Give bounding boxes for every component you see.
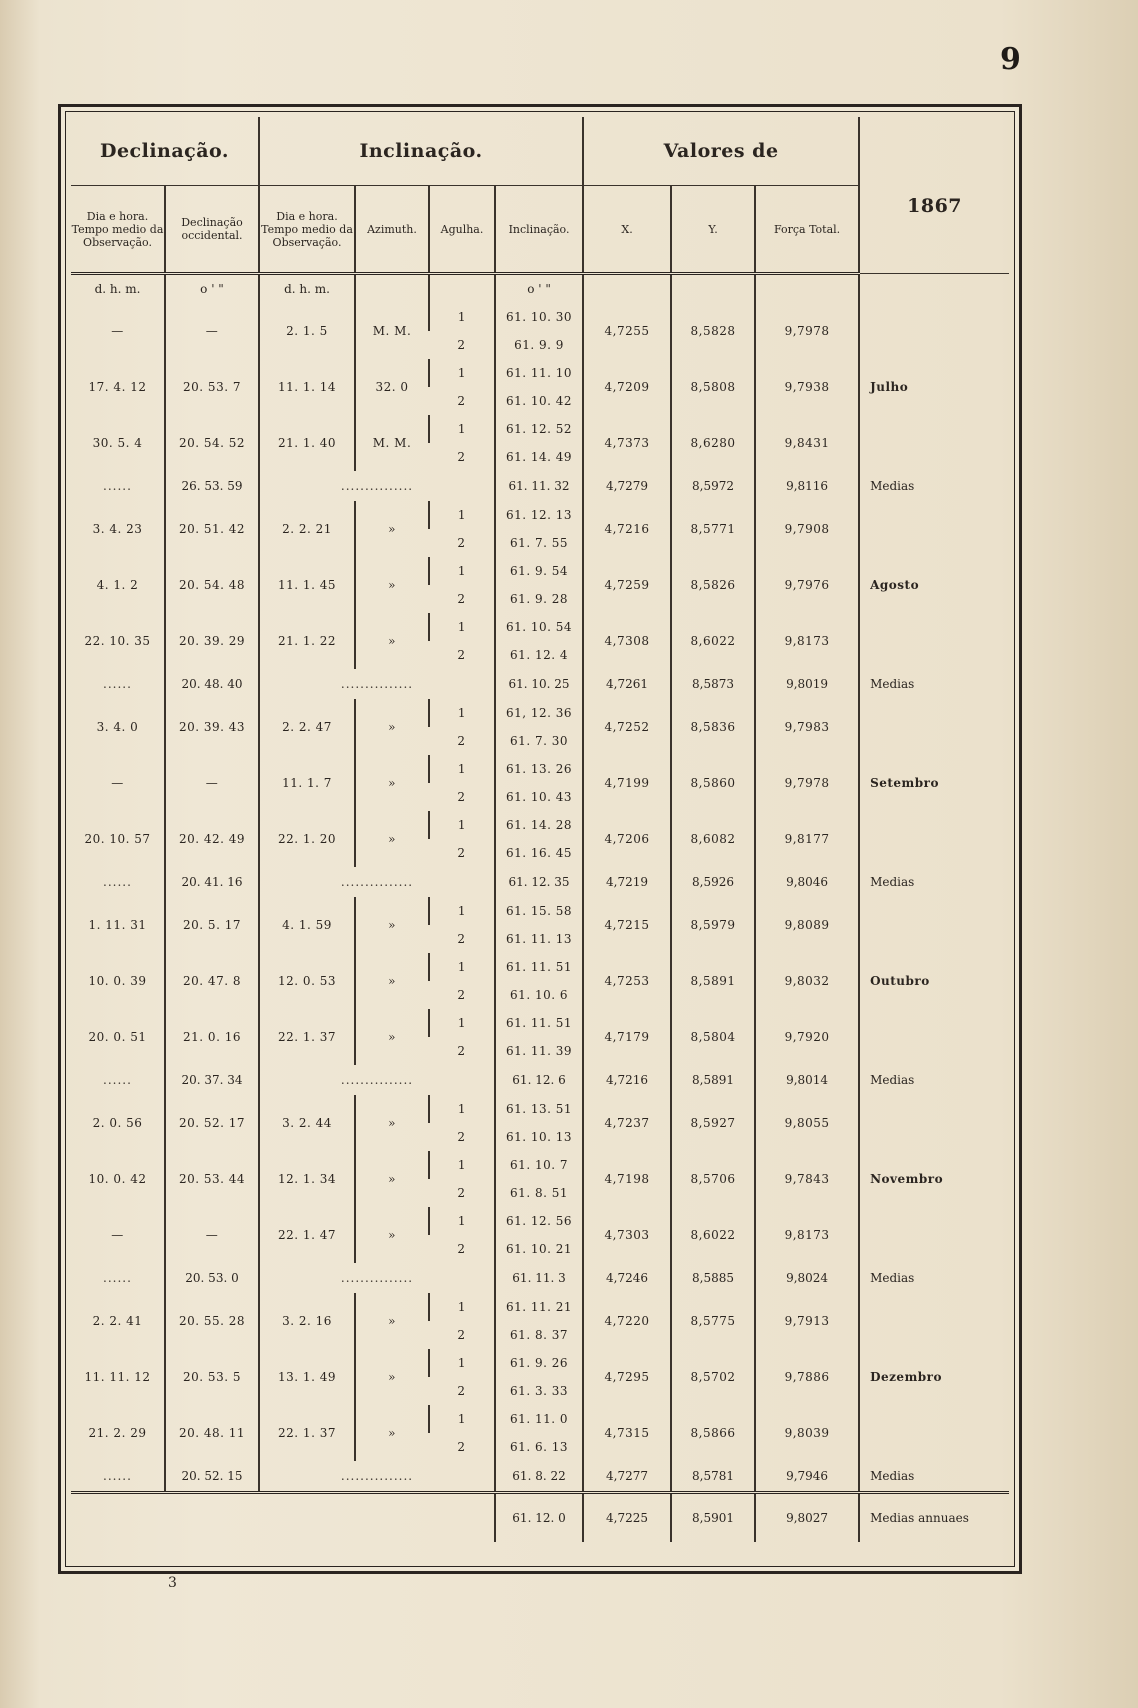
- agulha-cell: 2: [457, 592, 466, 606]
- azimuth-cell: »: [355, 501, 429, 557]
- declinacao-cell: 20. 54. 52: [165, 415, 259, 471]
- mean-y-cell: 8,5885: [671, 1263, 755, 1293]
- y-value-cell: 8,5808: [671, 359, 755, 415]
- mean-x-cell: 4,7279: [583, 471, 671, 501]
- decl-time-cell: 20. 0. 51: [88, 1030, 147, 1044]
- y-value-cell: 8,5804: [671, 1009, 755, 1065]
- mean-inclinacao-cell: 61. 12. 6: [495, 1065, 583, 1095]
- x-value-cell: 4,7198: [583, 1151, 671, 1207]
- page-number: 9: [1000, 42, 1021, 77]
- forca-total-cell: 9,8173: [755, 613, 859, 669]
- azimuth-cell: »: [355, 1349, 429, 1405]
- agulha-cell: 2: [457, 1384, 466, 1398]
- inclinacao-cell: 61. 11. 0: [495, 1405, 583, 1433]
- decl-time-cell: —: [111, 776, 124, 790]
- mean-inclinacao-cell: 61. 12. 35: [495, 867, 583, 897]
- incl-time-cell: 3. 2. 44: [259, 1095, 355, 1151]
- agulha-cell: 1: [429, 811, 495, 839]
- inclinacao-cell: 61. 12. 4: [495, 641, 583, 669]
- signature-mark: 3: [168, 1575, 177, 1591]
- forca-total-cell: 9,7978: [755, 303, 859, 359]
- mean-inclinacao-cell: 61. 10. 25: [495, 669, 583, 699]
- x-value-cell: 4,7220: [583, 1293, 671, 1349]
- agulha-cell: 1: [429, 897, 495, 925]
- azimuth-cell: »: [355, 1151, 429, 1207]
- unit-empty: [859, 274, 1009, 304]
- incl-time-cell: 21. 1. 40: [259, 415, 355, 471]
- unit-angle-decl: o ' ": [165, 274, 259, 304]
- x-value-cell: 4,7209: [583, 359, 671, 415]
- incl-time-cell: 12. 0. 53: [259, 953, 355, 1009]
- unit-empty: [429, 274, 495, 304]
- azimuth-cell: »: [355, 1405, 429, 1461]
- agulha-cell: 2: [457, 846, 466, 860]
- incl-time-cell: 22. 1. 37: [259, 1009, 355, 1065]
- incl-time-cell: 2. 1. 5: [259, 303, 355, 359]
- declinacao-cell: 20. 39. 29: [165, 613, 259, 669]
- forca-total-cell: 9,7843: [755, 1151, 859, 1207]
- table-row: [71, 501, 1009, 529]
- dotted-leader: ...............: [259, 1461, 495, 1493]
- mean-forca-cell: 9,8024: [755, 1263, 859, 1293]
- incl-time-cell: 11. 1. 45: [259, 557, 355, 613]
- azimuth-cell: 32. 0: [355, 359, 429, 415]
- decl-time-cell: 3. 4. 23: [92, 522, 143, 536]
- declinacao-cell: 20. 52. 17: [165, 1095, 259, 1151]
- dotted-leader: ...............: [259, 471, 495, 501]
- agulha-cell: 2: [457, 1130, 466, 1144]
- mean-declinacao-cell: 20. 48. 40: [165, 669, 259, 699]
- mean-label: Medias: [859, 1263, 1009, 1293]
- inclinacao-cell: 61. 10. 54: [495, 613, 583, 641]
- x-value-cell: 4,7253: [583, 953, 671, 1009]
- inclinacao-cell: 61. 11. 39: [495, 1037, 583, 1065]
- forca-total-cell: 9,8431: [755, 415, 859, 471]
- decl-time-cell: 1. 11. 31: [88, 918, 147, 932]
- x-value-cell: 4,7295: [583, 1349, 671, 1405]
- azimuth-cell: »: [355, 1293, 429, 1349]
- col-header-forca: Força Total.: [755, 186, 859, 274]
- agulha-cell: 1: [429, 699, 495, 727]
- inclinacao-cell: 61. 6. 13: [495, 1433, 583, 1461]
- mean-x-cell: 4,7246: [583, 1263, 671, 1293]
- dotted-leader: ......: [103, 677, 132, 691]
- agulha-cell: 1: [429, 557, 495, 585]
- col-header-inclinacao: Inclinação.: [495, 186, 583, 274]
- inclinacao-cell: 61. 16. 45: [495, 839, 583, 867]
- x-value-cell: 4,7255: [583, 303, 671, 359]
- forca-total-cell: 9,8039: [755, 1405, 859, 1461]
- y-value-cell: 8,5775: [671, 1293, 755, 1349]
- mean-forca-cell: 9,8116: [755, 471, 859, 501]
- declinacao-cell: 20. 39. 43: [165, 699, 259, 755]
- azimuth-cell: »: [355, 755, 429, 811]
- inclinacao-cell: 61. 12. 52: [495, 415, 583, 443]
- azimuth-cell: »: [355, 699, 429, 755]
- inclinacao-cell: 61. 14. 28: [495, 811, 583, 839]
- monthly-mean-row: [71, 1263, 1009, 1293]
- month-label: Agosto: [859, 501, 1009, 669]
- forca-total-cell: 9,7908: [755, 501, 859, 557]
- mean-x-cell: 4,7216: [583, 1065, 671, 1095]
- y-value-cell: 8,6022: [671, 613, 755, 669]
- agulha-cell: 1: [429, 1095, 495, 1123]
- decl-time-cell: —: [111, 324, 124, 338]
- x-value-cell: 4,7199: [583, 755, 671, 811]
- mean-inclinacao-cell: 61. 11. 32: [495, 471, 583, 501]
- agulha-cell: 2: [457, 1440, 466, 1454]
- year-header: 1867: [859, 117, 1009, 274]
- inclinacao-cell: 61. 13. 51: [495, 1095, 583, 1123]
- azimuth-cell: »: [355, 1207, 429, 1263]
- declinacao-cell: 20. 54. 48: [165, 557, 259, 613]
- y-value-cell: 8,5836: [671, 699, 755, 755]
- mean-declinacao-cell: 20. 52. 15: [165, 1461, 259, 1493]
- mean-label: Medias: [859, 867, 1009, 897]
- mean-forca-cell: 9,8019: [755, 669, 859, 699]
- declinacao-cell: —: [165, 755, 259, 811]
- col-header-azimuth: Azimuth.: [355, 186, 429, 274]
- mean-forca-cell: 9,8046: [755, 867, 859, 897]
- declinacao-cell: 20. 48. 11: [165, 1405, 259, 1461]
- y-value-cell: 8,5826: [671, 557, 755, 613]
- decl-time-cell: 21. 2. 29: [88, 1426, 147, 1440]
- agulha-cell: 2: [457, 734, 466, 748]
- agulha-cell: 2: [457, 988, 466, 1002]
- inclinacao-cell: 61. 10. 42: [495, 387, 583, 415]
- agulha-cell: 1: [429, 1207, 495, 1235]
- mean-x-cell: 4,7261: [583, 669, 671, 699]
- decl-time-cell: 4. 1. 2: [96, 578, 139, 592]
- azimuth-cell: »: [355, 557, 429, 613]
- decl-time-cell: 30. 5. 4: [92, 436, 143, 450]
- incl-time-cell: 2. 2. 47: [259, 699, 355, 755]
- agulha-cell: 1: [429, 415, 495, 443]
- inclinacao-cell: 61. 9. 28: [495, 585, 583, 613]
- decl-time-cell: 22. 10. 35: [84, 634, 151, 648]
- inclinacao-cell: 61. 3. 33: [495, 1377, 583, 1405]
- x-value-cell: 4,7216: [583, 501, 671, 557]
- table-row: [71, 303, 1009, 331]
- inclinacao-cell: 61. 10. 7: [495, 1151, 583, 1179]
- azimuth-cell: M. M.: [355, 303, 429, 359]
- decl-time-cell: 3. 4. 0: [96, 720, 139, 734]
- month-label: Novembro: [859, 1095, 1009, 1263]
- dotted-leader: ......: [103, 875, 132, 889]
- mean-label: Medias: [859, 471, 1009, 501]
- unit-dhm-decl: d. h. m.: [94, 282, 141, 296]
- dotted-leader: ...............: [259, 867, 495, 897]
- mean-x-cell: 4,7277: [583, 1461, 671, 1493]
- y-value-cell: 8,5828: [671, 303, 755, 359]
- forca-total-cell: 9,8173: [755, 1207, 859, 1263]
- forca-total-cell: 9,7938: [755, 359, 859, 415]
- agulha-cell: 2: [457, 394, 466, 408]
- y-value-cell: 8,5891: [671, 953, 755, 1009]
- agulha-cell: 2: [457, 1044, 466, 1058]
- inclinacao-cell: 61. 11. 13: [495, 925, 583, 953]
- forca-total-cell: 9,8177: [755, 811, 859, 867]
- inclinacao-cell: 61. 11. 10: [495, 359, 583, 387]
- group-header-declinacao: Declinação.: [71, 117, 259, 186]
- inclinacao-cell: 61. 8. 51: [495, 1179, 583, 1207]
- agulha-cell: 2: [457, 1328, 466, 1342]
- y-value-cell: 8,6280: [671, 415, 755, 471]
- inclinacao-cell: 61. 10. 30: [495, 303, 583, 331]
- incl-time-cell: 22. 1. 37: [259, 1405, 355, 1461]
- forca-total-cell: 9,7913: [755, 1293, 859, 1349]
- table-row: [71, 699, 1009, 727]
- dotted-leader: ...............: [259, 1065, 495, 1095]
- mean-forca-cell: 9,7946: [755, 1461, 859, 1493]
- incl-time-cell: 22. 1. 47: [259, 1207, 355, 1263]
- forca-total-cell: 9,7886: [755, 1349, 859, 1405]
- mean-declinacao-cell: 26. 53. 59: [165, 471, 259, 501]
- unit-angle-incl: o ' ": [495, 274, 583, 304]
- declinacao-cell: 20. 51. 42: [165, 501, 259, 557]
- azimuth-cell: »: [355, 811, 429, 867]
- decl-time-cell: 11. 11. 12: [84, 1370, 151, 1384]
- inclinacao-cell: 61. 12. 56: [495, 1207, 583, 1235]
- y-value-cell: 8,5706: [671, 1151, 755, 1207]
- x-value-cell: 4,7179: [583, 1009, 671, 1065]
- agulha-cell: 1: [429, 1405, 495, 1433]
- declinacao-cell: 20. 53. 7: [165, 359, 259, 415]
- dotted-leader: ...............: [259, 1263, 495, 1293]
- observation-table-frame: [58, 104, 1022, 1574]
- dotted-leader: ......: [103, 1073, 132, 1087]
- monthly-mean-row: [71, 1461, 1009, 1493]
- annual-y-cell: 8,5901: [671, 1493, 755, 1543]
- monthly-mean-row: [71, 471, 1009, 501]
- forca-total-cell: 9,8032: [755, 953, 859, 1009]
- inclinacao-cell: 61. 8. 37: [495, 1321, 583, 1349]
- agulha-cell: 2: [457, 1242, 466, 1256]
- mean-forca-cell: 9,8014: [755, 1065, 859, 1095]
- forca-total-cell: 9,7920: [755, 1009, 859, 1065]
- mean-x-cell: 4,7219: [583, 867, 671, 897]
- forca-total-cell: 9,8055: [755, 1095, 859, 1151]
- monthly-mean-row: [71, 1065, 1009, 1095]
- agulha-cell: 1: [429, 613, 495, 641]
- mean-y-cell: 8,5873: [671, 669, 755, 699]
- incl-time-cell: 2. 2. 21: [259, 501, 355, 557]
- decl-time-cell: 2. 2. 41: [92, 1314, 143, 1328]
- azimuth-cell: »: [355, 953, 429, 1009]
- agulha-cell: 1: [429, 303, 495, 331]
- dotted-leader: ......: [103, 1469, 132, 1483]
- incl-time-cell: 13. 1. 49: [259, 1349, 355, 1405]
- dotted-leader: ......: [103, 1271, 132, 1285]
- mean-inclinacao-cell: 61. 8. 22: [495, 1461, 583, 1493]
- x-value-cell: 4,7206: [583, 811, 671, 867]
- mean-label: Medias: [859, 1461, 1009, 1493]
- declinacao-cell: 21. 0. 16: [165, 1009, 259, 1065]
- inclinacao-cell: 61. 15. 58: [495, 897, 583, 925]
- declinacao-cell: 20. 5. 17: [165, 897, 259, 953]
- y-value-cell: 8,5979: [671, 897, 755, 953]
- decl-time-cell: 17. 4. 12: [88, 380, 147, 394]
- annual-label: Medias annuaes: [859, 1493, 1009, 1543]
- decl-time-cell: 10. 0. 42: [88, 1172, 147, 1186]
- unit-empty: [355, 274, 429, 304]
- inclinacao-cell: 61. 9. 54: [495, 557, 583, 585]
- table-row: [71, 1293, 1009, 1321]
- agulha-cell: 1: [429, 501, 495, 529]
- agulha-cell: 2: [457, 450, 466, 464]
- inclinacao-cell: 61, 12. 36: [495, 699, 583, 727]
- y-value-cell: 8,5927: [671, 1095, 755, 1151]
- annual-blank: [71, 1493, 495, 1543]
- mean-y-cell: 8,5891: [671, 1065, 755, 1095]
- incl-time-cell: 3. 2. 16: [259, 1293, 355, 1349]
- azimuth-cell: »: [355, 1009, 429, 1065]
- agulha-cell: 1: [429, 755, 495, 783]
- agulha-cell: 2: [457, 648, 466, 662]
- agulha-cell: 1: [429, 953, 495, 981]
- incl-time-cell: 11. 1. 7: [259, 755, 355, 811]
- x-value-cell: 4,7259: [583, 557, 671, 613]
- col-header-agulha: Agulha.: [429, 186, 495, 274]
- mean-inclinacao-cell: 61. 11. 3: [495, 1263, 583, 1293]
- y-value-cell: 8,5702: [671, 1349, 755, 1405]
- table-row: [71, 897, 1009, 925]
- observation-rows: [71, 274, 1009, 1543]
- inclinacao-cell: 61. 13. 26: [495, 755, 583, 783]
- incl-time-cell: 4. 1. 59: [259, 897, 355, 953]
- col-header-decl-time: Dia e hora. Tempo medio da Observação.: [71, 186, 165, 274]
- month-label: Dezembro: [859, 1293, 1009, 1461]
- month-label: Outubro: [859, 897, 1009, 1065]
- inclinacao-cell: 61. 10. 6: [495, 981, 583, 1009]
- group-header-inclinacao: Inclinação.: [259, 117, 583, 186]
- agulha-cell: 1: [429, 359, 495, 387]
- annual-inclinacao-cell: 61. 12. 0: [495, 1493, 583, 1543]
- x-value-cell: 4,7215: [583, 897, 671, 953]
- inclinacao-cell: 61. 9. 9: [495, 331, 583, 359]
- declinacao-cell: 20. 53. 44: [165, 1151, 259, 1207]
- inclinacao-cell: 61. 7. 55: [495, 529, 583, 557]
- inclinacao-cell: 61. 11. 21: [495, 1293, 583, 1321]
- inclinacao-cell: 61. 10. 21: [495, 1235, 583, 1263]
- col-header-x: X.: [583, 186, 671, 274]
- y-value-cell: 8,5860: [671, 755, 755, 811]
- incl-time-cell: 21. 1. 22: [259, 613, 355, 669]
- y-value-cell: 8,5771: [671, 501, 755, 557]
- unit-dhm-incl: d. h. m.: [259, 274, 355, 304]
- mean-y-cell: 8,5972: [671, 471, 755, 501]
- table-row: [71, 1095, 1009, 1123]
- incl-time-cell: 22. 1. 20: [259, 811, 355, 867]
- col-header-y: Y.: [671, 186, 755, 274]
- inclinacao-cell: 61. 7. 30: [495, 727, 583, 755]
- incl-time-cell: 11. 1. 14: [259, 359, 355, 415]
- dotted-leader: ...............: [259, 669, 495, 699]
- x-value-cell: 4,7252: [583, 699, 671, 755]
- agulha-cell: 1: [429, 1293, 495, 1321]
- declinacao-cell: 20. 55. 28: [165, 1293, 259, 1349]
- dotted-leader: ......: [103, 479, 132, 493]
- mean-label: Medias: [859, 669, 1009, 699]
- monthly-mean-row: [71, 867, 1009, 897]
- month-label: Julho: [859, 303, 1009, 471]
- x-value-cell: 4,7303: [583, 1207, 671, 1263]
- decl-time-cell: 20. 10. 57: [84, 832, 151, 846]
- mean-label: Medias: [859, 1065, 1009, 1095]
- forca-total-cell: 9,8089: [755, 897, 859, 953]
- observation-table: [71, 117, 1009, 1542]
- monthly-mean-row: [71, 669, 1009, 699]
- x-value-cell: 4,7315: [583, 1405, 671, 1461]
- declinacao-cell: —: [165, 1207, 259, 1263]
- agulha-cell: 2: [457, 790, 466, 804]
- agulha-cell: 2: [457, 1186, 466, 1200]
- unit-empty: [755, 274, 859, 304]
- col-header-incl-time: Dia e hora. Tempo medio da Observação.: [259, 186, 355, 274]
- agulha-cell: 2: [457, 932, 466, 946]
- unit-empty: [671, 274, 755, 304]
- mean-declinacao-cell: 20. 37. 34: [165, 1065, 259, 1095]
- decl-time-cell: 10. 0. 39: [88, 974, 147, 988]
- y-value-cell: 8,6022: [671, 1207, 755, 1263]
- agulha-cell: 1: [429, 1151, 495, 1179]
- mean-declinacao-cell: 20. 53. 0: [165, 1263, 259, 1293]
- declinacao-cell: 20. 42. 49: [165, 811, 259, 867]
- col-header-declinacao: Declinação occidental.: [165, 186, 259, 274]
- y-value-cell: 8,5866: [671, 1405, 755, 1461]
- azimuth-cell: »: [355, 1095, 429, 1151]
- forca-total-cell: 9,7978: [755, 755, 859, 811]
- azimuth-cell: »: [355, 613, 429, 669]
- y-value-cell: 8,6082: [671, 811, 755, 867]
- agulha-cell: 1: [429, 1009, 495, 1037]
- inclinacao-cell: 61. 11. 51: [495, 1009, 583, 1037]
- month-label: Setembro: [859, 699, 1009, 867]
- annual-mean-row: [71, 1493, 1009, 1543]
- inclinacao-cell: 61. 9. 26: [495, 1349, 583, 1377]
- annual-x-cell: 4,7225: [583, 1493, 671, 1543]
- declinacao-cell: —: [165, 303, 259, 359]
- incl-time-cell: 12. 1. 34: [259, 1151, 355, 1207]
- mean-y-cell: 8,5781: [671, 1461, 755, 1493]
- azimuth-cell: »: [355, 897, 429, 953]
- annual-forca-cell: 9,8027: [755, 1493, 859, 1543]
- agulha-cell: 1: [429, 1349, 495, 1377]
- unit-empty: [583, 274, 671, 304]
- x-value-cell: 4,7237: [583, 1095, 671, 1151]
- inclinacao-cell: 61. 14. 49: [495, 443, 583, 471]
- inclinacao-cell: 61. 10. 13: [495, 1123, 583, 1151]
- inclinacao-cell: 61. 12. 13: [495, 501, 583, 529]
- group-header-valores: Valores de: [583, 117, 859, 186]
- inclinacao-cell: 61. 11. 51: [495, 953, 583, 981]
- mean-declinacao-cell: 20. 41. 16: [165, 867, 259, 897]
- agulha-cell: 2: [457, 338, 466, 352]
- agulha-cell: 2: [457, 536, 466, 550]
- x-value-cell: 4,7308: [583, 613, 671, 669]
- decl-time-cell: 2. 0. 56: [92, 1116, 143, 1130]
- inclinacao-cell: 61. 10. 43: [495, 783, 583, 811]
- declinacao-cell: 20. 47. 8: [165, 953, 259, 1009]
- x-value-cell: 4,7373: [583, 415, 671, 471]
- declinacao-cell: 20. 53. 5: [165, 1349, 259, 1405]
- azimuth-cell: M. M.: [355, 415, 429, 471]
- mean-y-cell: 8,5926: [671, 867, 755, 897]
- forca-total-cell: 9,7976: [755, 557, 859, 613]
- forca-total-cell: 9,7983: [755, 699, 859, 755]
- decl-time-cell: —: [111, 1228, 124, 1242]
